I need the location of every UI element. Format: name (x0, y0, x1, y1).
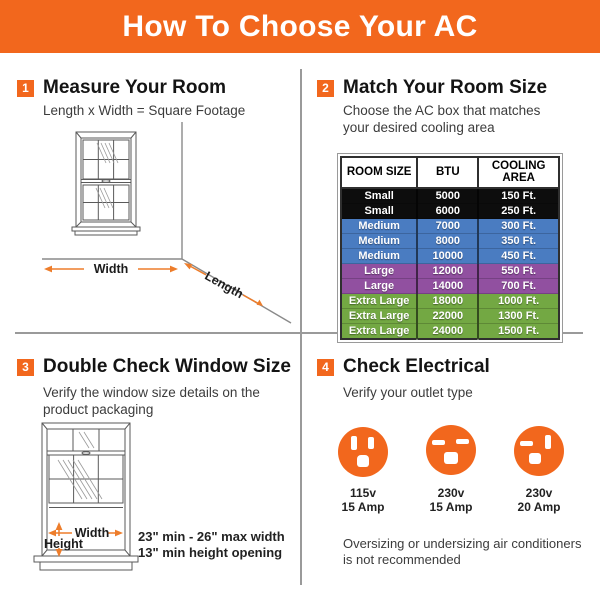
outlet-230v-20amp-icon (514, 426, 564, 476)
outlet-ground-slot (529, 453, 541, 464)
table-row (341, 249, 559, 264)
outlet-2-voltage: 230v (437, 486, 465, 500)
cell-btu: 5000 (417, 188, 478, 204)
header-banner (0, 0, 600, 53)
outlet-slot (520, 441, 533, 446)
table-row (341, 324, 559, 340)
cell-size: Medium (341, 234, 417, 249)
cell-btu: 7000 (417, 219, 478, 234)
outlet-230v-15amp-icon (426, 425, 476, 475)
column-header-btu: BTU (417, 157, 478, 188)
section-2-heading (317, 77, 547, 99)
window-height-label: Height (44, 537, 83, 551)
outlet-1-voltage: 115v (349, 486, 377, 500)
section-3-body-line2: product packaging (43, 402, 154, 417)
cell-size: Large (341, 279, 417, 294)
cell-size: Extra Large (341, 294, 417, 309)
outlet-1-amps: 15 Amp (341, 500, 385, 514)
room-measure-diagram (0, 52, 300, 333)
step-4-badge: 4 (317, 359, 334, 376)
outlet-3-label (504, 486, 574, 514)
outlet-115v-icon (338, 427, 388, 477)
section-2-body-line2: your desired cooling area (343, 120, 495, 135)
table-row (341, 219, 559, 234)
section-2-body-line1: Choose the AC box that matches (343, 103, 541, 118)
cell-btu: 24000 (417, 324, 478, 340)
table-row (341, 188, 559, 204)
cell-btu: 14000 (417, 279, 478, 294)
window-spec-line2: 13" min height opening (138, 545, 283, 560)
cell-size: Medium (341, 219, 417, 234)
cell-area: 350 Ft. (478, 234, 559, 249)
section-3-title: Double Check Window Size (43, 356, 291, 377)
outlet-2-amps: 15 Amp (429, 500, 473, 514)
room-width-label: Width (93, 262, 129, 276)
btu-sizing-table (337, 153, 563, 343)
sizing-note (343, 536, 581, 568)
cell-area: 150 Ft. (478, 188, 559, 204)
step-2-badge: 2 (317, 80, 334, 97)
outlet-3-voltage: 230v (525, 486, 553, 500)
column-header-cooling-area: COOLING AREA (478, 157, 559, 188)
outlet-slot (432, 440, 445, 445)
section-2-title: Match Your Room Size (343, 77, 548, 98)
outlet-slot (456, 439, 469, 444)
table-row (341, 264, 559, 279)
cell-btu: 18000 (417, 294, 478, 309)
sizing-note-line1: Oversizing or undersizing air conditioners (343, 536, 582, 551)
table-row (341, 294, 559, 309)
cell-size: Extra Large (341, 309, 417, 324)
cell-btu: 12000 (417, 264, 478, 279)
column-header-room-size: ROOM SIZE (341, 157, 417, 188)
cell-area: 1500 Ft. (478, 324, 559, 340)
window-width-label: Width (74, 526, 110, 540)
cell-btu: 10000 (417, 249, 478, 264)
cell-area: 1300 Ft. (478, 309, 559, 324)
section-4-title: Check Electrical (343, 356, 490, 377)
outlet-3-amps: 20 Amp (517, 500, 561, 514)
window-spec-line1: 23" min - 26" max width (138, 529, 285, 544)
cell-area: 550 Ft. (478, 264, 559, 279)
cell-area: 250 Ft. (478, 204, 559, 219)
outlet-1-label (328, 486, 398, 514)
cell-area: 1000 Ft. (478, 294, 559, 309)
cell-size: Small (341, 188, 417, 204)
section-4-body: Verify your outlet type (343, 385, 473, 400)
section-4-heading (317, 356, 490, 378)
window-spec-text (138, 529, 285, 561)
step-3-badge: 3 (17, 359, 34, 376)
page-title: How To Choose Your AC (122, 9, 478, 43)
table-row (341, 234, 559, 249)
outlet-2-label (416, 486, 486, 514)
vertical-divider (300, 69, 302, 585)
outlet-slot (351, 436, 357, 450)
cell-btu: 22000 (417, 309, 478, 324)
table-row (341, 279, 559, 294)
outlet-slot (368, 437, 374, 449)
cell-btu: 6000 (417, 204, 478, 219)
section-1-subtitle: Length x Width = Square Footage (43, 103, 246, 118)
cell-size: Large (341, 264, 417, 279)
cell-area: 700 Ft. (478, 279, 559, 294)
outlet-slot (545, 435, 551, 449)
sizing-note-line2: is not recommended (343, 552, 461, 567)
section-1-title: Measure Your Room (43, 77, 227, 98)
cell-btu: 8000 (417, 234, 478, 249)
table-header-row (341, 157, 559, 188)
room-length-label: Length (202, 268, 246, 302)
section-2-body (343, 102, 540, 136)
table-row (341, 204, 559, 219)
cell-size: Extra Large (341, 324, 417, 340)
cell-size: Small (341, 204, 417, 219)
cell-size: Medium (341, 249, 417, 264)
cell-area: 300 Ft. (478, 219, 559, 234)
section-3-body-line1: Verify the window size details on the (43, 385, 260, 400)
cell-area: 450 Ft. (478, 249, 559, 264)
table-row (341, 309, 559, 324)
outlet-ground-slot (444, 452, 458, 464)
step-1-badge: 1 (17, 80, 34, 97)
outlet-ground-slot (357, 455, 369, 467)
